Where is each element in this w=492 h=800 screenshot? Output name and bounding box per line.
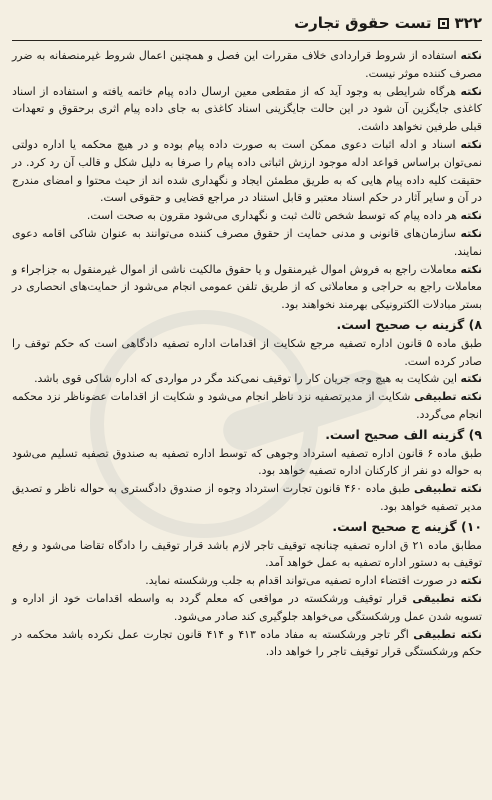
note-label: نکته (460, 262, 482, 276)
answer-heading: ۹) گزینه الف صحیح است. (325, 426, 482, 442)
note-paragraph (12, 590, 482, 626)
book-square-icon (438, 18, 449, 29)
note-paragraph (12, 626, 482, 662)
note-paragraph (12, 207, 482, 225)
page-header (12, 6, 482, 41)
note-label: نکته تطبیقی (414, 390, 483, 404)
book-title: تست حقوق تجارت (294, 14, 432, 32)
note-label: نکته (460, 84, 482, 98)
plain-paragraph: مطابق ماده ۲۱ ق اداره تصفیه چنانچه توقیف تاجر لازم باشد قرار توقیف را دادگاه تقاضا می‌شود و رفع توقیف به دستور اداره تصفیه به عمل خواهد آمد. (12, 538, 482, 570)
note-text: در صورت اقتضاء اداره تصفیه می‌تواند اقدام به جلب ورشکسته نماید. (145, 574, 461, 588)
note-label: نکته (460, 226, 482, 240)
note-label: نکته (460, 49, 482, 62)
note-paragraph (12, 225, 482, 261)
answer-heading: ۱۰) گزینه ج صحیح است. (332, 518, 482, 534)
note-label: نکته (460, 574, 482, 588)
note-text: شکایت از مدیرتصفیه نزد ناظر انجام می‌شود و شکایت از اقدامات عضوناظر نزد محکمه انجام می‌گردد. (12, 390, 482, 421)
page-content (12, 41, 482, 661)
note-paragraph (12, 480, 482, 516)
header-title-group (294, 14, 482, 32)
note-text: طبق ماده ۴۶۰ قانون تجارت استرداد وجوه از صندوق دادگستری به حواله ناظر و تصدیق مدیر تصفیه خواهد بود. (12, 482, 482, 513)
note-text: هرگاه شرایطی به وجود آید که از مقطعی معین ارسال داده پیام خاتمه یافته و استفاده از اسناد کاغذی جایگزین آن شود در این حالت جایگزینی اسناد کاغذی به جای داده پیام اثری برحقوق و تعهدات قبلی طرفین نخواهد داشت. (12, 84, 482, 134)
note-text: هر داده پیام که توسط شخص ثالث ثبت و نگهداری می‌شود مقرون به صحت است. (86, 209, 461, 223)
note-label: نکته (460, 372, 482, 386)
note-text: این شکایت به هیچ وجه جریان کار را توقیف نمی‌کند مگر در مواردی که اداره شاکی قوی باشد. (34, 372, 461, 386)
plain-paragraph: طبق ماده ۶ قانون اداره تصفیه استرداد وجوهی که توسط اداره تصفیه به صندوق تصفیه تسلیم می‌شود به حواله دو نفر از کارکنان اداره تصفیه خواهد بود. (12, 446, 482, 478)
page-number: ۳۲۲ (454, 14, 482, 32)
note-label: نکته (460, 209, 482, 223)
note-text: اسناد و ادله اثبات دعوی ممکن است به صورت داده پیام بوده و در هیچ محکمه یا اداره دولتی نمی‌توان براساس قواعد ادله موجود ارزش اثباتی داده پیام را صرفا به دلیل شکل و قالب آن رد کرد. در حقیقت کلیه داده پیام هایی که به طریق مطمئن ایجاد و نگهداری شده اند از حیث محتوا و امضای مندرج در آن و سایر آثار در حکم اسناد معتبر و قابل استناد در مراجع قضایی و حقوقی است. (12, 137, 482, 205)
note-label: نکته تطبیقی (413, 482, 482, 496)
note-paragraph (12, 47, 482, 83)
note-text: قرار توقیف ورشکسته در مواقعی که معلم گردد به واسطه اقدامات خود از اداره و تسویه شدن عمل ورشکستگی می‌خواهد جلوگیری کند صادر می‌شود. (12, 591, 482, 623)
note-label: نکته تطبیقی (413, 627, 482, 641)
note-paragraph (12, 261, 482, 314)
note-paragraph (12, 83, 482, 136)
note-paragraph (12, 572, 482, 590)
note-label: نکته (460, 137, 482, 151)
note-label: نکته تطبیقی (412, 591, 483, 605)
note-paragraph (12, 388, 482, 424)
answer-heading: ۸) گزینه ب صحیح است. (336, 316, 482, 332)
note-text: اگر تاجر ورشکسته به مفاد ماده ۴۱۳ و ۴۱۴ قانون تجارت عمل نکرده باشد محکمه در حکم ورشکستگی قرار توقیف تاجر را خواهد داد. (12, 627, 482, 659)
note-paragraph (12, 370, 482, 388)
note-text: معاملات راجع به فروش اموال غیرمنقول و یا حقوق مالکیت ناشی از اموال غیرمنقول به جزاجراء و معاملات راجع به حراجی و معاملاتی که از طریق تلفن عمومی انجام می‌شود از حمایت‌های انحصاری در بستر مبادلات الکترونیکی بهرمند نخواهند بود. (12, 262, 482, 312)
plain-paragraph: طبق ماده ۵ قانون اداره تصفیه مرجع شکایت از اقدامات اداره تصفیه دادگاهی است که حکم توقف را صادر کرده است. (12, 336, 483, 368)
note-paragraph (12, 136, 482, 207)
note-text: استفاده از شروط قراردادی خلاف مقررات این فصل و همچنین اعمال شروط غیرمنصفانه به ضرر مصرف کننده موثر نیست. (12, 49, 482, 80)
note-text: سازمان‌های قانونی و مدنی حمایت از حقوق مصرف کننده می‌توانند به عنوان شاکی اقامه دعوی نمایند. (12, 226, 482, 258)
